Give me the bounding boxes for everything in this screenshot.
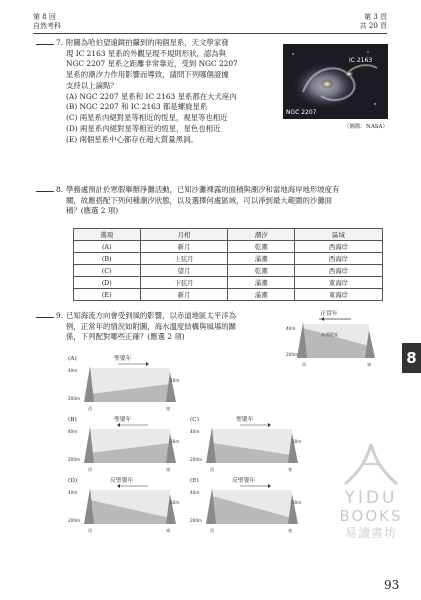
total-pages: 共 20 頁 — [359, 21, 387, 30]
depth-label: 40m — [68, 368, 78, 373]
depth-label: 40m — [68, 429, 78, 434]
table-cell: (A) — [74, 241, 141, 253]
depth-label: 200m — [68, 518, 81, 523]
table-cell: 望月 — [140, 265, 228, 277]
chapter-tab: 8 — [402, 343, 421, 373]
west-label: 西 — [88, 528, 93, 533]
table-cell: (E) — [74, 289, 141, 301]
q7-number-row — [36, 38, 63, 49]
photo-source: （圖源：NASA） — [344, 124, 389, 130]
depth-label: 50m — [292, 439, 302, 444]
q9-line: 已知海流方向會受到風的影響，以赤道地區太平洋為 — [66, 311, 236, 320]
depth-label: 40m — [190, 429, 200, 434]
table-cell: 東海岸 — [294, 277, 382, 289]
panel-d — [66, 474, 186, 540]
normal-year-title: 正常年 — [320, 311, 338, 317]
answer-blank[interactable] — [36, 317, 54, 318]
panel-c — [188, 413, 308, 479]
panel-title: 反聖嬰年 — [110, 478, 134, 484]
q7-option: (A) NGC 2207 星系和 IC 2163 星系都在大犬座內 — [66, 91, 237, 101]
table-row — [74, 253, 383, 265]
header-left — [33, 13, 61, 31]
table-cell: (C) — [74, 265, 141, 277]
depth-label: 50m — [170, 378, 180, 383]
q9-stem — [66, 311, 236, 343]
west-label: 西 — [210, 467, 215, 472]
galaxy-image — [283, 44, 388, 119]
table-cell: 西海岸 — [294, 253, 382, 265]
q7-line: 支持以上論點？ — [66, 80, 118, 90]
table-cell: 乾潮 — [228, 265, 295, 277]
panel-b — [66, 413, 186, 479]
panel-letter: (D) — [68, 478, 78, 484]
column-header: 潮汐 — [228, 229, 295, 241]
normal-year-diagram — [285, 306, 385, 368]
column-header: 區域 — [294, 229, 382, 241]
panel-title: 反聖嬰年 — [232, 478, 256, 484]
table-cell: 乾潮 — [228, 241, 295, 253]
watermark-books: BOOKS — [339, 507, 403, 525]
east-label: 東 — [166, 406, 171, 411]
q7-stem — [66, 38, 276, 145]
table-cell: 新月 — [140, 241, 228, 253]
galaxy-photo — [283, 44, 388, 119]
west-label: 西 — [88, 406, 93, 411]
panel-letter: (A) — [68, 356, 77, 362]
depth-label: 40m — [68, 490, 78, 495]
q7-line: 星系的潮汐力作用影響而導致，請問下列哪個證據 — [66, 70, 229, 80]
depth-label: 40m — [190, 490, 200, 495]
panel-e — [188, 474, 308, 540]
warm-current-label: 赤道暖流 — [321, 332, 338, 337]
table-row — [74, 265, 383, 277]
table-cell: 滿潮 — [228, 277, 295, 289]
answer-blank[interactable] — [36, 44, 54, 45]
q8-line: 積？(應選 2 項) — [66, 206, 119, 216]
depth-label: 200m — [68, 396, 81, 401]
panel-letter: (B) — [68, 417, 77, 423]
table-header-row — [74, 229, 383, 241]
depth-label: 200m — [190, 457, 203, 462]
depth-40-label: 40m — [286, 326, 296, 331]
table-row — [74, 241, 383, 253]
depth-200-label: 200m — [286, 352, 299, 357]
west-label: 西 — [210, 528, 215, 533]
panel-letter: (C) — [190, 417, 199, 423]
panel-letter: (E) — [190, 478, 199, 484]
watermark-brand: YIDU — [344, 488, 398, 508]
east-label: 東 — [166, 528, 171, 533]
round-label: 第 8 回 — [33, 13, 56, 21]
q7-option: (B) NGC 2207 和 IC 2163 都是螺旋星系 — [66, 102, 208, 112]
q8-line: 學務處預計於寒假舉辦淨灘活動，已知沙灘裸露的面積與潮汐和當地海岸地形坡度有 — [66, 185, 340, 194]
table-cell: 下弦月 — [140, 277, 228, 289]
q7-number: 7. — [56, 38, 64, 47]
panel-title: 聖嬰年 — [114, 356, 132, 362]
answer-blank[interactable] — [36, 191, 54, 192]
q9-line: 例，正常年的情況如附圖，海水溫度結構與風場的關 — [66, 321, 236, 331]
table-cell: 東海岸 — [294, 289, 382, 301]
table-cell: 新月 — [140, 289, 228, 301]
table-cell: (D) — [74, 277, 141, 289]
depth-label: 50m — [170, 439, 180, 444]
column-header: 月相 — [140, 229, 228, 241]
watermark-chinese: 易讀書坊 — [344, 526, 397, 540]
page-indicator: 第 3 頁 — [364, 13, 387, 21]
depth-label: 50m — [170, 500, 180, 505]
header-right — [360, 13, 387, 31]
depth-label: 200m — [68, 457, 81, 462]
q8-number: 8. — [56, 185, 64, 194]
q7-line: NGC 2207 星系之距離非常靠近，受到 NGC 2207 — [66, 59, 238, 69]
table-cell: (B) — [74, 253, 141, 265]
panel-title: 聖嬰年 — [114, 417, 132, 423]
east-label: 東 — [367, 362, 372, 367]
q8-number-row — [36, 185, 63, 196]
q7-option: (E) 兩個星系中心都存在超大質量黑洞。 — [66, 134, 198, 144]
ngc2207-label: NGC 2207 — [286, 109, 317, 116]
table-cell: 上弦月 — [140, 253, 228, 265]
table-cell: 西海岸 — [294, 265, 382, 277]
table-cell: 西海岸 — [294, 241, 382, 253]
page-number: 93 — [384, 578, 400, 592]
east-label: 東 — [288, 467, 293, 472]
depth-label: 50m — [292, 500, 302, 505]
table-row — [74, 289, 383, 301]
column-header: 選項 — [74, 229, 141, 241]
east-label: 東 — [288, 528, 293, 533]
header-rule — [33, 33, 387, 34]
q9-line: 係，下列配對哪些正確？(應選 2 項) — [66, 332, 185, 342]
publisher-watermark — [326, 440, 416, 580]
q9-number-row — [36, 311, 63, 322]
table-row — [74, 277, 383, 289]
east-label: 東 — [166, 467, 171, 472]
ic2163-label: IC 2163 — [349, 57, 373, 64]
table-cell: 滿潮 — [228, 253, 295, 265]
q8-line: 關，故應搭配下列何種潮汐狀態，以及選擇何處區域，可以淨到最大範圍的沙灘面 — [66, 195, 333, 205]
panel-title: 聖嬰年 — [236, 417, 254, 423]
q9-number: 9. — [56, 311, 64, 320]
q7-line: 現 IC 2163 星系的外觀呈現不規則形狀，認為與 — [66, 48, 227, 58]
subject-label: 自然考科 — [33, 21, 61, 30]
depth-label: 200m — [190, 518, 203, 523]
west-label: 西 — [302, 362, 307, 367]
q8-options-table — [73, 228, 383, 301]
panel-a — [66, 352, 186, 418]
q7-line: 附圖為哈伯望遠鏡拍攝到的兩個星系，天文學家發 — [66, 38, 229, 47]
table-cell: 滿潮 — [228, 289, 295, 301]
q8-stem — [66, 185, 339, 217]
west-label: 西 — [88, 467, 93, 472]
q7-option: (D) 兩星系內絕對星等相近的恆星，星色也相近 — [66, 123, 221, 133]
q7-option: (C) 兩星系內絕對星等相近的恆星，視星等也相近 — [66, 113, 228, 123]
book-logo-icon — [341, 440, 401, 490]
